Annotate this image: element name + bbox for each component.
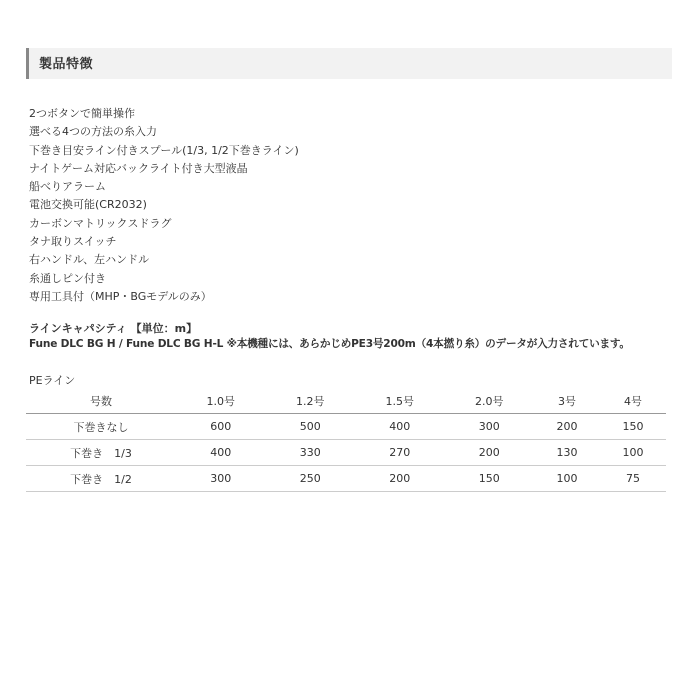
feature-item: カーボンマトリックスドラグ — [29, 216, 172, 230]
column-header: 1.0号 — [176, 388, 266, 414]
row-label: 下巻きなし — [26, 414, 176, 440]
row-label: 下巻き 1/2 — [26, 466, 176, 492]
table-row — [26, 440, 666, 466]
feature-item: 船べりアラーム — [29, 180, 106, 194]
table-cell: 600 — [176, 414, 266, 440]
table-cell: 200 — [534, 414, 600, 440]
table-header-row — [26, 388, 666, 414]
column-header: 1.5号 — [355, 388, 445, 414]
feature-item: ナイトゲーム対応バックライト付き大型液晶 — [29, 161, 248, 175]
feature-item: タナ取りスイッチ — [29, 235, 117, 249]
table-row — [26, 466, 666, 492]
table-cell: 200 — [355, 466, 445, 492]
feature-item: 電池交換可能(CR2032) — [29, 198, 147, 212]
section-title: 製品特徴 — [39, 57, 94, 72]
table-cell: 150 — [445, 466, 535, 492]
table-cell: 270 — [355, 440, 445, 466]
capacity-note: Fune DLC BG H / Fune DLC BG H-L ※本機種には、あらかじめPE3号200m（4本撚り糸）のデータが入力されています。 — [29, 338, 630, 350]
section-header — [26, 48, 672, 79]
table-cell: 150 — [600, 414, 666, 440]
column-header: 4号 — [600, 388, 666, 414]
line-type-label: PEライン — [29, 374, 76, 387]
table-row — [26, 414, 666, 440]
capacity-title: ラインキャパシティ 【単位：m】 — [29, 322, 198, 335]
table-cell: 100 — [534, 466, 600, 492]
table-cell: 330 — [266, 440, 356, 466]
feature-list — [29, 105, 299, 306]
column-header: 号数 — [26, 388, 176, 414]
feature-item: 2つボタンで簡単操作 — [29, 107, 135, 120]
table-cell: 100 — [600, 440, 666, 466]
row-label: 下巻き 1/3 — [26, 440, 176, 466]
table-cell: 300 — [445, 414, 535, 440]
feature-item: 選べる4つの方法の糸入力 — [29, 125, 157, 139]
table-cell: 500 — [266, 414, 356, 440]
line-capacity-table — [26, 388, 666, 492]
table-cell: 400 — [355, 414, 445, 440]
table-cell: 250 — [266, 466, 356, 492]
column-header: 3号 — [534, 388, 600, 414]
feature-item: 右ハンドル、左ハンドル — [29, 253, 150, 267]
feature-item: 糸通しピン付き — [29, 271, 106, 285]
feature-item: 下巻き目安ライン付きスプール(1/3, 1/2下巻きライン) — [29, 143, 299, 157]
column-header: 2.0号 — [445, 388, 535, 414]
table-cell: 200 — [445, 440, 535, 466]
column-header: 1.2号 — [266, 388, 356, 414]
table-cell: 300 — [176, 466, 266, 492]
table-cell: 75 — [600, 466, 666, 492]
table-cell: 130 — [534, 440, 600, 466]
feature-item: 専用工具付（MHP・BGモデルのみ） — [29, 289, 212, 303]
table-cell: 400 — [176, 440, 266, 466]
